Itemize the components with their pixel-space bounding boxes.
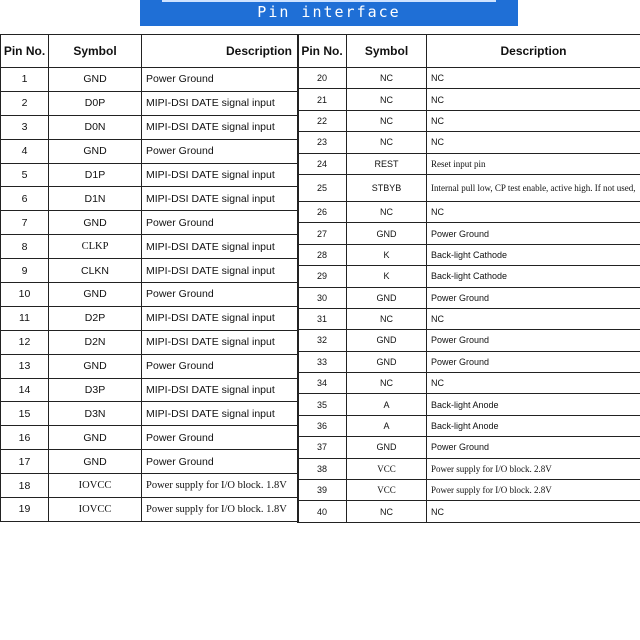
description-cell: NC <box>427 132 640 153</box>
pin-number-cell: 39 <box>298 480 347 501</box>
symbol-cell: GND <box>49 283 142 307</box>
pin-number-cell: 6 <box>1 187 49 211</box>
table-row <box>1 235 299 259</box>
description-cell: MIPI-DSI DATE signal input <box>142 330 299 354</box>
pin-number-cell: 23 <box>298 132 347 153</box>
pin-number-cell: 37 <box>298 437 347 458</box>
pin-number-cell: 26 <box>298 201 347 222</box>
header-symbol: Symbol <box>49 35 142 68</box>
header-symbol: Symbol <box>347 35 427 68</box>
symbol-cell: A <box>347 394 427 415</box>
pin-number-cell: 29 <box>298 266 347 287</box>
symbol-cell: REST <box>347 153 427 174</box>
table-row <box>1 402 299 426</box>
description-cell: NC <box>427 373 640 394</box>
table-row <box>1 259 299 283</box>
description-cell: MIPI-DSI DATE signal input <box>142 187 299 211</box>
table-row <box>298 287 640 308</box>
description-cell: Power Ground <box>142 450 299 474</box>
table-row <box>1 163 299 187</box>
pin-number-cell: 1 <box>1 68 49 92</box>
pin-number-cell: 34 <box>298 373 347 394</box>
symbol-cell: D1P <box>49 163 142 187</box>
table-row <box>298 68 640 89</box>
description-cell: Power Ground <box>427 223 640 244</box>
pin-number-cell: 19 <box>1 498 49 522</box>
pin-number-cell: 25 <box>298 174 347 201</box>
pin-table-left <box>0 34 299 522</box>
header-description: Description <box>427 35 640 68</box>
symbol-cell: NC <box>347 501 427 522</box>
symbol-cell: GND <box>49 211 142 235</box>
description-cell: MIPI-DSI DATE signal input <box>142 235 299 259</box>
pin-number-cell: 36 <box>298 415 347 436</box>
table-row <box>298 330 640 351</box>
title-banner <box>140 0 518 26</box>
description-cell: MIPI-DSI DATE signal input <box>142 115 299 139</box>
description-cell: Power Ground <box>142 283 299 307</box>
description-cell: MIPI-DSI DATE signal input <box>142 259 299 283</box>
table-row <box>298 132 640 153</box>
symbol-cell: D2P <box>49 306 142 330</box>
table-row <box>298 373 640 394</box>
description-cell: NC <box>427 68 640 89</box>
description-cell: Power Ground <box>142 68 299 92</box>
pin-number-cell: 17 <box>1 450 49 474</box>
symbol-cell: VCC <box>347 458 427 479</box>
pin-number-cell: 16 <box>1 426 49 450</box>
header-row <box>1 35 299 68</box>
pin-number-cell: 18 <box>1 474 49 498</box>
description-cell: Internal pull low, CP test enable, active high. If not used, <box>427 174 640 201</box>
symbol-cell: NC <box>347 132 427 153</box>
table-row <box>298 153 640 174</box>
symbol-cell: VCC <box>347 480 427 501</box>
table-row <box>298 244 640 265</box>
symbol-cell: D2N <box>49 330 142 354</box>
table-row <box>1 211 299 235</box>
pin-number-cell: 28 <box>298 244 347 265</box>
symbol-cell: IOVCC <box>49 498 142 522</box>
pin-number-cell: 11 <box>1 306 49 330</box>
pin-number-cell: 22 <box>298 110 347 131</box>
pin-number-cell: 8 <box>1 235 49 259</box>
description-cell: NC <box>427 501 640 522</box>
symbol-cell: GND <box>49 450 142 474</box>
symbol-cell: GND <box>347 330 427 351</box>
table-row <box>1 306 299 330</box>
description-cell: MIPI-DSI DATE signal input <box>142 91 299 115</box>
table-row <box>1 378 299 402</box>
symbol-cell: A <box>347 415 427 436</box>
description-cell: NC <box>427 201 640 222</box>
symbol-cell: K <box>347 266 427 287</box>
pin-number-cell: 12 <box>1 330 49 354</box>
table-row <box>1 91 299 115</box>
description-cell: Back-light Anode <box>427 415 640 436</box>
pin-number-cell: 2 <box>1 91 49 115</box>
symbol-cell: D3P <box>49 378 142 402</box>
table-row <box>298 480 640 501</box>
pin-number-cell: 24 <box>298 153 347 174</box>
description-cell: Power supply for I/O block. 2.8V <box>427 480 640 501</box>
description-cell: Back-light Anode <box>427 394 640 415</box>
table-row <box>298 201 640 222</box>
table-row <box>1 68 299 92</box>
symbol-cell: NC <box>347 89 427 110</box>
header-description: Description <box>142 35 299 68</box>
symbol-cell: NC <box>347 201 427 222</box>
table-row <box>1 498 299 522</box>
table-row <box>298 394 640 415</box>
table-row <box>1 330 299 354</box>
description-cell: Power Ground <box>142 354 299 378</box>
table-row <box>298 174 640 201</box>
symbol-cell: GND <box>347 223 427 244</box>
symbol-cell: D1N <box>49 187 142 211</box>
description-cell: Power supply for I/O block. 2.8V <box>427 458 640 479</box>
description-cell: Back-light Cathode <box>427 244 640 265</box>
pin-number-cell: 9 <box>1 259 49 283</box>
description-cell: MIPI-DSI DATE signal input <box>142 402 299 426</box>
symbol-cell: GND <box>347 287 427 308</box>
header-pin-no: Pin No. <box>298 35 347 68</box>
table-row <box>1 474 299 498</box>
symbol-cell: CLKP <box>49 235 142 259</box>
table-row <box>1 139 299 163</box>
description-cell: Power Ground <box>427 437 640 458</box>
symbol-cell: STBYB <box>347 174 427 201</box>
description-cell: Power supply for I/O block. 1.8V <box>142 474 299 498</box>
pin-number-cell: 14 <box>1 378 49 402</box>
pin-number-cell: 35 <box>298 394 347 415</box>
table-row <box>298 415 640 436</box>
table-row <box>298 308 640 329</box>
pin-number-cell: 5 <box>1 163 49 187</box>
pin-number-cell: 30 <box>298 287 347 308</box>
description-cell: NC <box>427 89 640 110</box>
symbol-cell: NC <box>347 308 427 329</box>
pin-number-cell: 27 <box>298 223 347 244</box>
description-cell: NC <box>427 110 640 131</box>
table-row <box>1 187 299 211</box>
symbol-cell: GND <box>49 68 142 92</box>
symbol-cell: D0N <box>49 115 142 139</box>
description-cell: Reset input pin <box>427 153 640 174</box>
symbol-cell: GND <box>49 426 142 450</box>
description-cell: Power Ground <box>427 287 640 308</box>
pin-number-cell: 10 <box>1 283 49 307</box>
symbol-cell: IOVCC <box>49 474 142 498</box>
table-row <box>1 115 299 139</box>
table-row <box>298 437 640 458</box>
symbol-cell: NC <box>347 68 427 89</box>
table-row <box>298 501 640 522</box>
pin-number-cell: 15 <box>1 402 49 426</box>
description-cell: Power supply for I/O block. 1.8V <box>142 498 299 522</box>
description-cell: Power Ground <box>142 426 299 450</box>
description-cell: Power Ground <box>142 139 299 163</box>
description-cell: NC <box>427 308 640 329</box>
symbol-cell: GND <box>347 437 427 458</box>
symbol-cell: GND <box>49 354 142 378</box>
banner-title: Pin interface <box>257 3 401 21</box>
description-cell: Power Ground <box>142 211 299 235</box>
symbol-cell: D0P <box>49 91 142 115</box>
table-row <box>298 458 640 479</box>
table-row <box>1 426 299 450</box>
table-row <box>298 351 640 372</box>
symbol-cell: D3N <box>49 402 142 426</box>
pin-number-cell: 38 <box>298 458 347 479</box>
pin-table-right <box>297 34 640 523</box>
description-cell: Back-light Cathode <box>427 266 640 287</box>
pin-number-cell: 31 <box>298 308 347 329</box>
description-cell: Power Ground <box>427 351 640 372</box>
table-row <box>298 89 640 110</box>
table-row <box>298 223 640 244</box>
table-row <box>1 354 299 378</box>
table-row <box>1 283 299 307</box>
header-row <box>298 35 640 68</box>
table-row <box>298 110 640 131</box>
pin-number-cell: 33 <box>298 351 347 372</box>
symbol-cell: K <box>347 244 427 265</box>
symbol-cell: NC <box>347 110 427 131</box>
symbol-cell: GND <box>49 139 142 163</box>
pin-number-cell: 3 <box>1 115 49 139</box>
description-cell: Power Ground <box>427 330 640 351</box>
pin-number-cell: 21 <box>298 89 347 110</box>
pin-number-cell: 13 <box>1 354 49 378</box>
table-row <box>298 266 640 287</box>
header-pin-no: Pin No. <box>1 35 49 68</box>
banner-top-line <box>162 0 496 2</box>
symbol-cell: GND <box>347 351 427 372</box>
pin-number-cell: 20 <box>298 68 347 89</box>
pin-number-cell: 4 <box>1 139 49 163</box>
symbol-cell: CLKN <box>49 259 142 283</box>
description-cell: MIPI-DSI DATE signal input <box>142 378 299 402</box>
pin-number-cell: 32 <box>298 330 347 351</box>
pin-number-cell: 7 <box>1 211 49 235</box>
description-cell: MIPI-DSI DATE signal input <box>142 163 299 187</box>
symbol-cell: NC <box>347 373 427 394</box>
description-cell: MIPI-DSI DATE signal input <box>142 306 299 330</box>
table-row <box>1 450 299 474</box>
pin-number-cell: 40 <box>298 501 347 522</box>
